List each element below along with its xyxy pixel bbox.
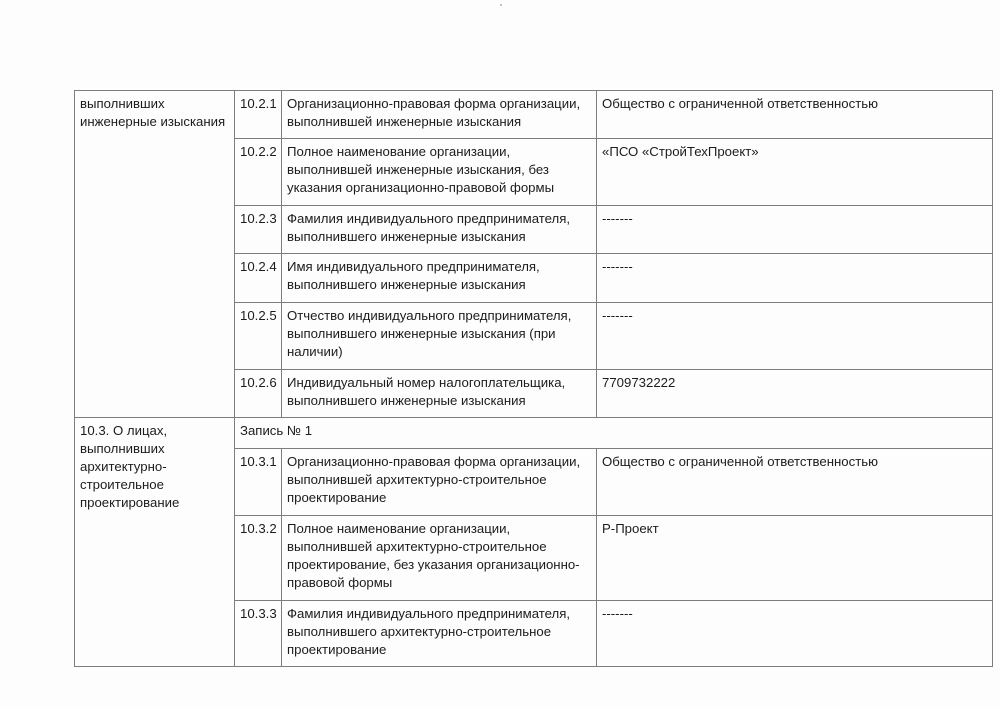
field-value: -------	[597, 303, 993, 370]
field-name: Организационно-правовая форма организации, выполнившей архитектурно-строительное проектирование	[282, 449, 597, 516]
field-value: «ПСО «СтройТехПроект»	[597, 139, 993, 206]
field-name: Полное наименование организации, выполнившей архитектурно-строительное проектирование, без указания организационно-правовой формы	[282, 516, 597, 601]
section-label-10-3: 10.3. О лицах, выполнивших архитектурно-строительное проектирование	[75, 418, 235, 667]
field-value: -------	[597, 206, 993, 254]
field-name: Имя индивидуального предпринимателя, выполнившего инженерные изыскания	[282, 254, 597, 303]
field-value: Р-Проект	[597, 516, 993, 601]
row-number: 10.2.6	[235, 370, 282, 418]
field-value: Общество с ограниченной ответственностью	[597, 91, 993, 139]
record-label: Запись № 1	[235, 418, 993, 449]
row-number: 10.3.2	[235, 516, 282, 601]
section-label-10-2: выполнивших инженерные изыскания	[75, 91, 235, 418]
field-name: Полное наименование организации, выполнившей инженерные изыскания, без указания организационно-правовой формы	[282, 139, 597, 206]
field-value: -------	[597, 601, 993, 667]
row-number: 10.2.5	[235, 303, 282, 370]
field-value: Общество с ограниченной ответственностью	[597, 449, 993, 516]
document-table	[74, 90, 993, 667]
table-row	[75, 91, 993, 139]
row-number: 10.2.2	[235, 139, 282, 206]
field-value: -------	[597, 254, 993, 303]
row-number: 10.2.3	[235, 206, 282, 254]
field-name: Отчество индивидуального предпринимателя, выполнившего инженерные изыскания (при наличии)	[282, 303, 597, 370]
field-name: Организационно-правовая форма организации, выполнившей инженерные изыскания	[282, 91, 597, 139]
row-number: 10.3.3	[235, 601, 282, 667]
table-row	[75, 418, 993, 449]
row-number: 10.3.1	[235, 449, 282, 516]
row-number: 10.2.1	[235, 91, 282, 139]
field-name: Фамилия индивидуального предпринимателя, выполнившего инженерные изыскания	[282, 206, 597, 254]
scan-speck	[500, 4, 502, 6]
field-name: Фамилия индивидуального предпринимателя, выполнившего архитектурно-строительное проектирование	[282, 601, 597, 667]
field-value: 7709732222	[597, 370, 993, 418]
field-name: Индивидуальный номер налогоплательщика, выполнившего инженерные изыскания	[282, 370, 597, 418]
row-number: 10.2.4	[235, 254, 282, 303]
